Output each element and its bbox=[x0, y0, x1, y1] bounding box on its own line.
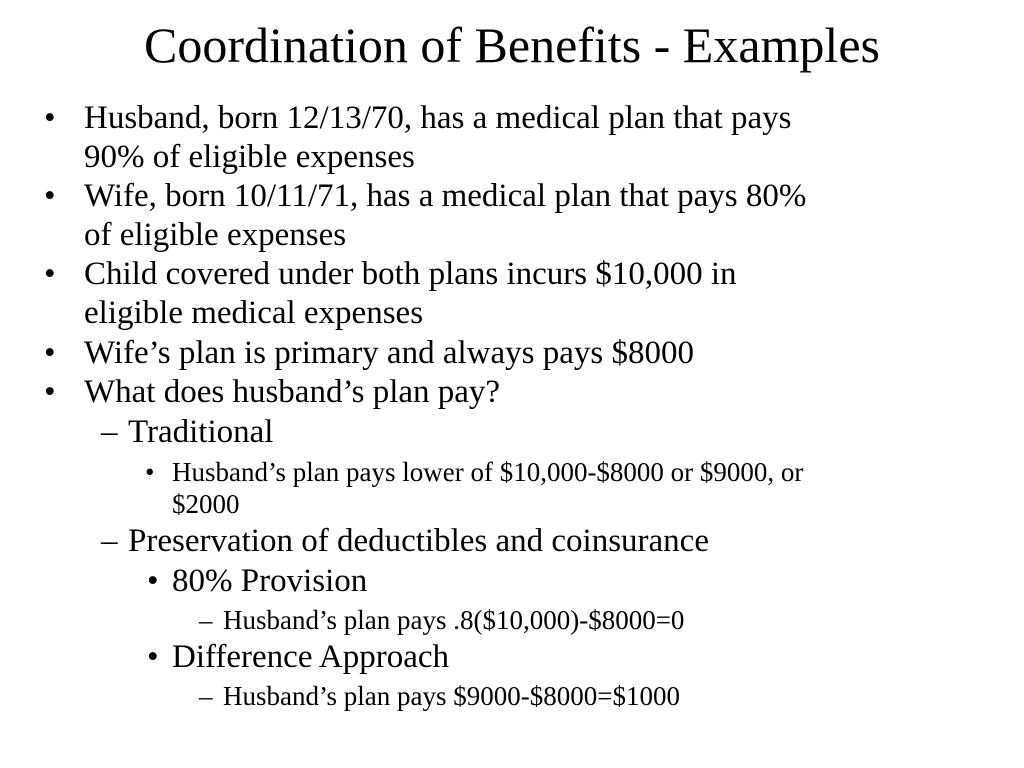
slide-title: Coordination of Benefits - Examples bbox=[144, 17, 880, 73]
bullet-question: What does husband’s plan pay? bbox=[84, 374, 501, 410]
bullet-marker: • bbox=[44, 256, 56, 292]
dash-marker: – bbox=[199, 681, 213, 711]
preservation-heading: Preservation of deductibles and coinsurance bbox=[128, 523, 709, 559]
bullet-wife-line-1: Wife, born 10/11/71, has a medical plan that pays 80% bbox=[84, 178, 807, 214]
bullet-husband-line-1: Husband, born 12/13/70, has a medical plan that pays bbox=[84, 100, 792, 136]
dash-marker: – bbox=[101, 523, 118, 559]
traditional-detail-line-2: $2000 bbox=[172, 489, 240, 519]
bullet-marker: • bbox=[44, 374, 56, 410]
traditional-heading: Traditional bbox=[128, 414, 274, 450]
difference-approach-detail: Husband’s plan pays $9000-$8000=$1000 bbox=[223, 681, 680, 711]
provision-80-detail: Husband’s plan pays .8($10,000)-$8000=0 bbox=[223, 605, 685, 635]
traditional-detail-line-1: Husband’s plan pays lower of $10,000-$8000 or $9000, or bbox=[172, 457, 804, 487]
dash-marker: – bbox=[101, 414, 118, 450]
bullet-marker: • bbox=[44, 100, 56, 136]
bullet-marker: • bbox=[44, 335, 56, 371]
bullet-wife-line-2: of eligible expenses bbox=[84, 217, 347, 253]
bullet-marker: • bbox=[44, 178, 56, 214]
difference-approach-heading: Difference Approach bbox=[172, 639, 450, 675]
dash-marker: – bbox=[199, 605, 213, 635]
bullet-marker: • bbox=[147, 563, 159, 599]
bullet-child-line-1: Child covered under both plans incurs $10,000 in bbox=[84, 256, 737, 292]
provision-80-heading: 80% Provision bbox=[172, 563, 368, 599]
bullet-husband-line-2: 90% of eligible expenses bbox=[84, 139, 415, 175]
bullet-marker: • bbox=[147, 639, 159, 675]
bullet-wife-primary: Wife’s plan is primary and always pays $8000 bbox=[84, 335, 694, 371]
bullet-marker: • bbox=[145, 457, 155, 487]
bullet-child-line-2: eligible medical expenses bbox=[84, 295, 424, 331]
